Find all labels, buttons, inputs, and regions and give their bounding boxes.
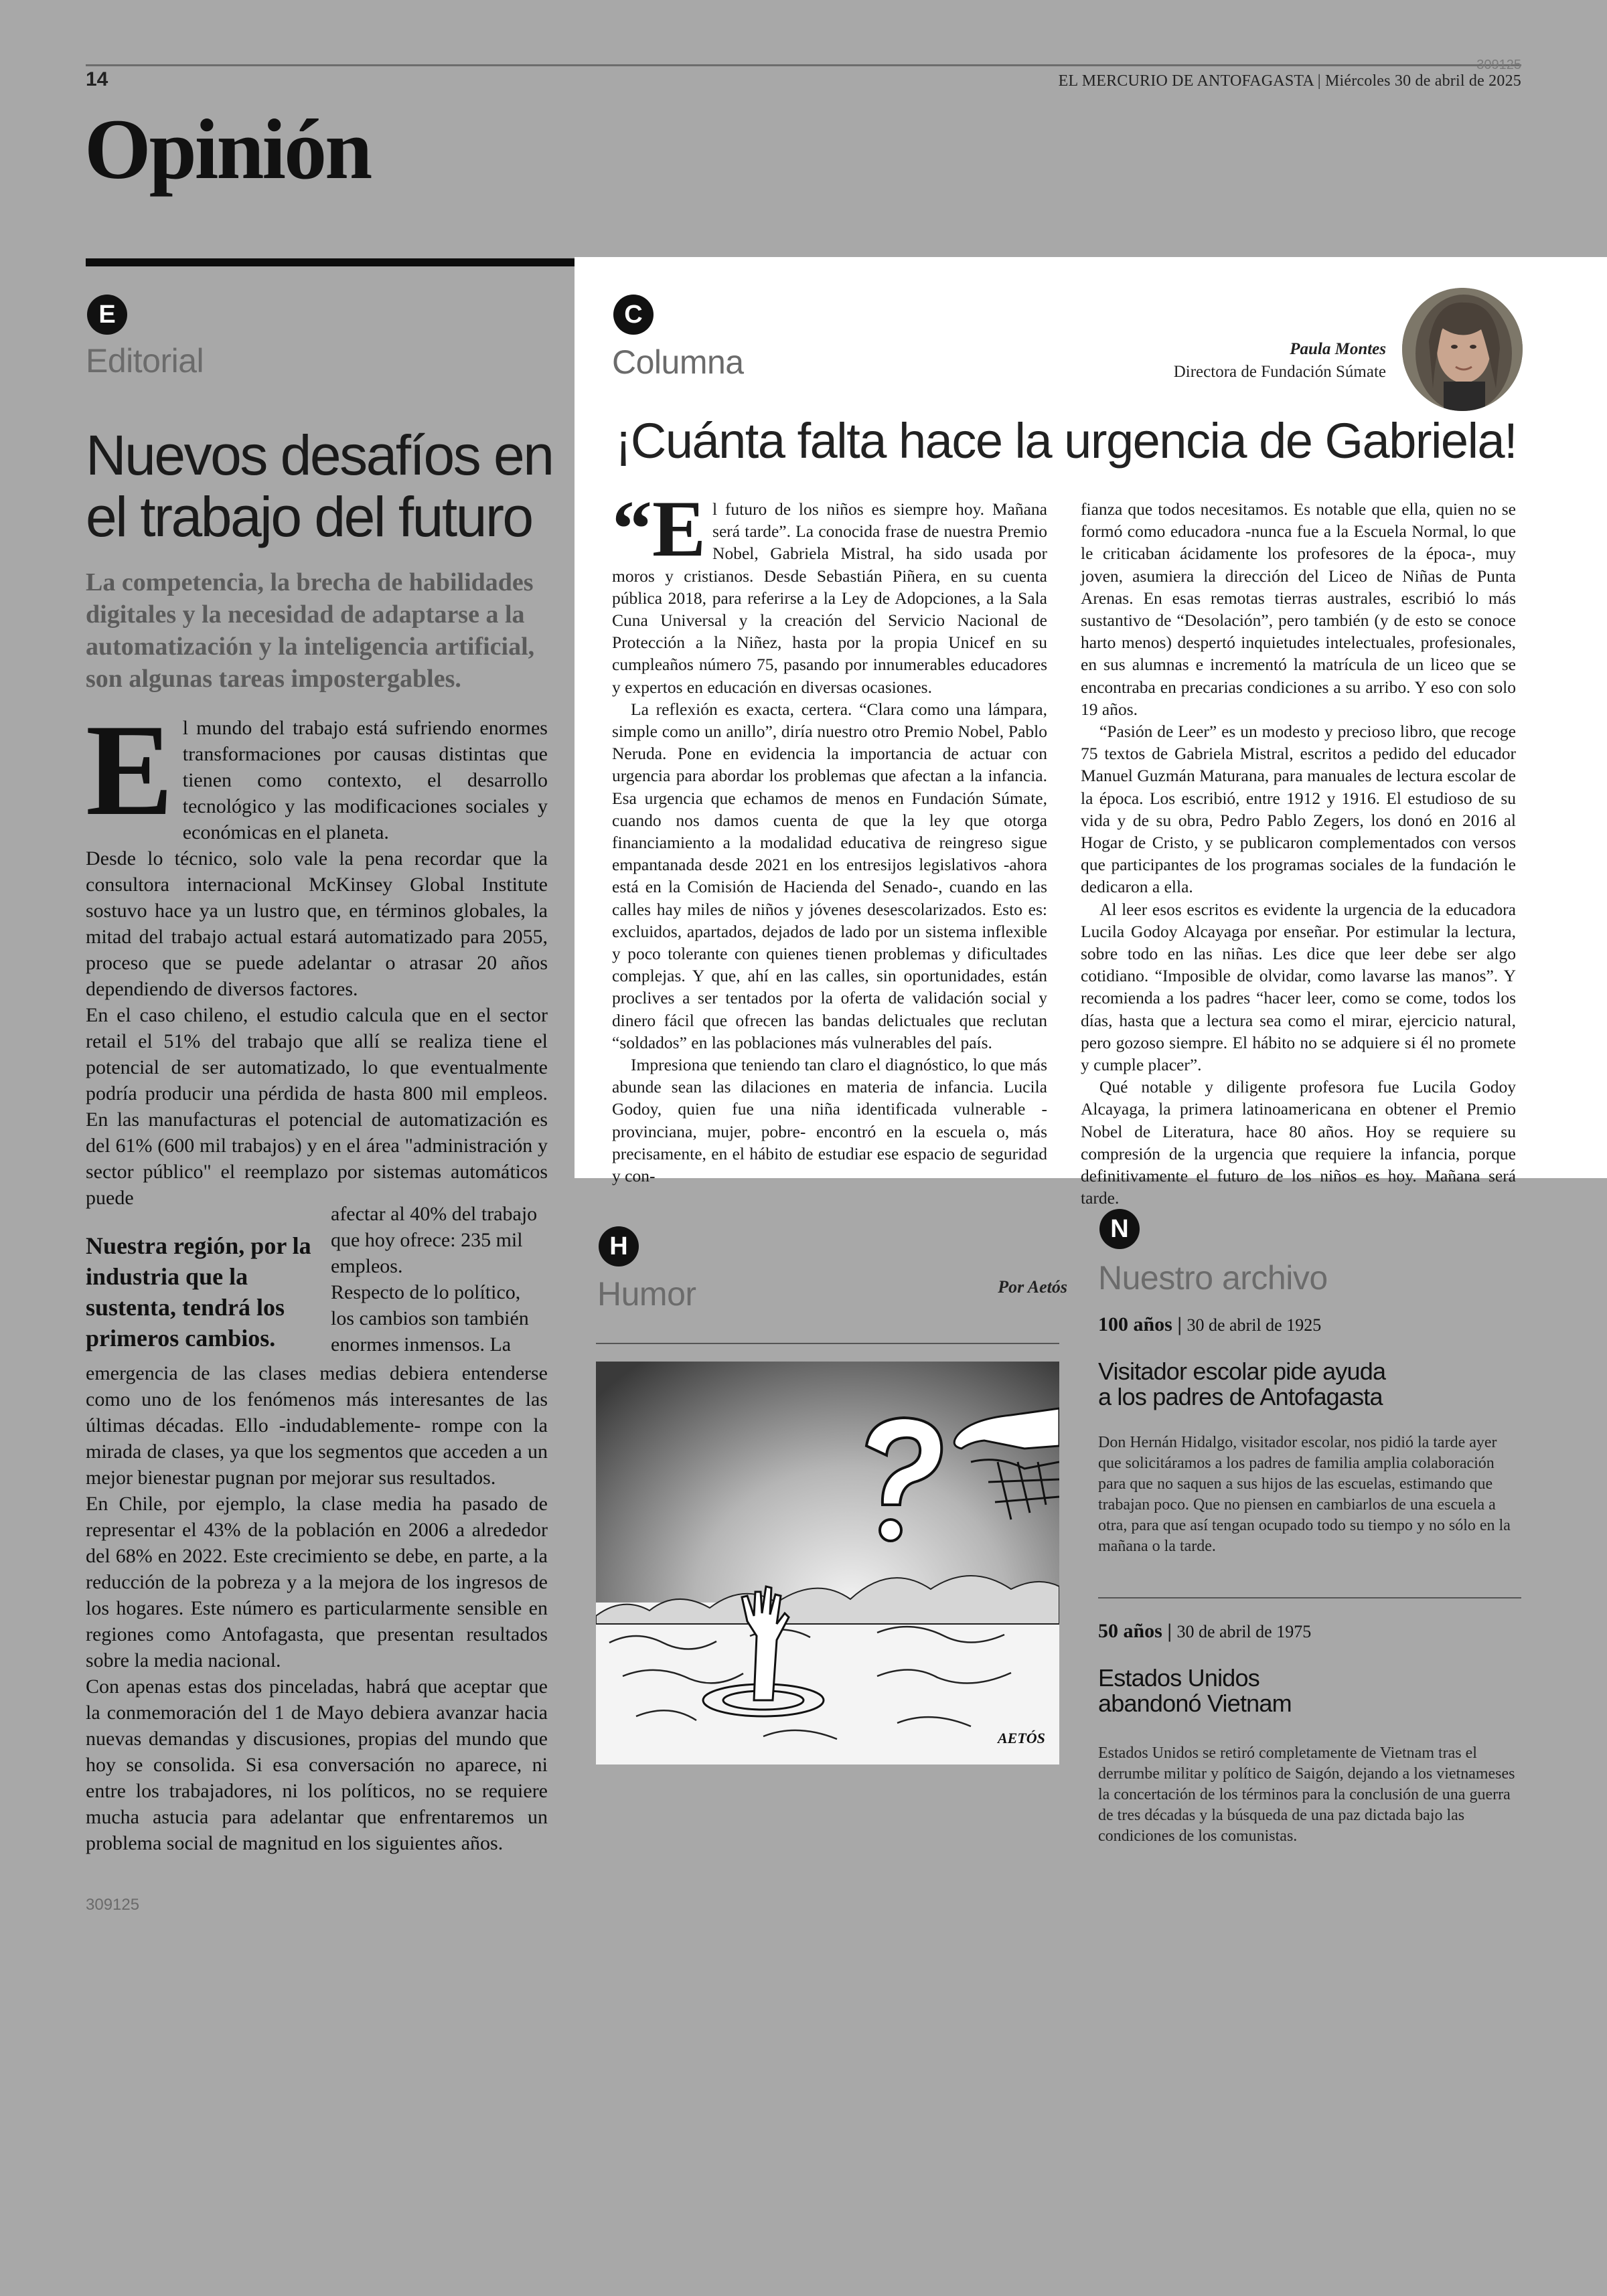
item-1-years: 100 años — [1098, 1313, 1172, 1335]
column-paragraph: “Pasión de Leer” es un modesto y precioso libro, que recoge 75 textos de Gabriela Mistral, escritos a pedido del educador Manuel Guzmán Maturana, para manuales de lectura escolar de la época. Los escribió, entre 1912 y 1916. El estudioso de su vida y de su obra, Pedro Pablo Zegers, los donó en 2016 al Hogar de Cristo, y se publicaron complementados con versos que participantes de los programas sociales de la fundación le dedicaron a ella. — [1081, 722, 1516, 897]
editorial-paragraph: emergencia de las clases medias debiera entenderse como uno de los fenómenos más interesantes de las últimas décadas. Ello -indudablemente- rompe con la mirada de clases, ya que los segmentos que acceden a un mejor bienestar pugnan por mejorar sus resultados. — [86, 1362, 548, 1489]
editorial-marker: E — [87, 295, 127, 335]
column-text-right — [1081, 498, 1516, 1210]
drop-cap: E — [86, 698, 173, 843]
humor-kicker: Humor — [597, 1275, 696, 1313]
headline-line-1: Nuevos desafíos en — [86, 424, 553, 487]
newspaper-name: EL MERCURIO DE ANTOFAGASTA — [1058, 72, 1314, 90]
editorial-lead: La competencia, la brecha de habilidades digitales y la necesidad de adaptarse a la automatización y la inteligencia artificial, son algunas tareas impostergables. — [86, 568, 535, 693]
author-name: Paula Montes — [1290, 340, 1386, 358]
header-rule — [86, 64, 1521, 66]
column-kicker: Columna — [612, 343, 744, 381]
column-text-left — [612, 484, 1047, 1187]
item-2-date: 30 de abril de 1975 — [1176, 1622, 1312, 1641]
item-1-headline-line-2: a los padres de Antofagasta — [1098, 1383, 1383, 1410]
section-title: Opinión — [84, 102, 371, 197]
column-paragraph: Qué notable y diligente profesora fue Lucila Godoy Alcayaga, la primera latinoamericana en obtener el Premio Nobel de Literatura, hace 80 años. Hoy se requiere su compresión de la urgencia que requiere la infancia, porque definitivamente el futuro de los niños es hoy. Mañana será tarde. — [1081, 1077, 1516, 1208]
column-headline: ¡Cuánta falta hace la urgencia de Gabriela! — [615, 413, 1517, 469]
pull-quote: Nuestra región, por la industria que la sustenta, tendrá los primeros cambios. — [86, 1232, 311, 1351]
item-2-years: 50 años — [1098, 1620, 1162, 1642]
cartoon — [596, 1362, 1059, 1765]
column-paragraph: Impresiona que teniendo tan claro el diagnóstico, lo que más abunde sean las dilaciones en materia de infancia. Lucila Godoy, quien fue una niña identificada vulnerable -provinciana, mujer, pobre- encontró en la escuela o, más precisamente, en el hábito de estudiar ese espacio de seguridad y con- — [612, 1055, 1047, 1186]
humor-rule — [596, 1343, 1059, 1344]
editorial-paragraph: l mundo del trabajo está sufriendo enormes transformaciones por causas distintas que tienen como contexto, el desarrollo tecnológico y las modificaciones sociales y económicas en el planeta. — [182, 717, 548, 843]
page-code-bottom: 309125 — [86, 1896, 140, 1914]
editorial-headline — [86, 424, 554, 548]
archivo-kicker: Nuestro archivo — [1098, 1259, 1328, 1297]
author-avatar — [1402, 288, 1523, 411]
issue-date: Miércoles 30 de abril de 2025 — [1324, 72, 1521, 90]
masthead: EL MERCURIO DE ANTOFAGASTA | Miércoles 30 de abril de 2025 — [1058, 72, 1521, 90]
archivo-item-2-headline — [1098, 1665, 1292, 1716]
page-code: 309125 — [1476, 58, 1521, 72]
page-number: 14 — [86, 68, 108, 90]
editorial-paragraph: Con apenas estas dos pinceladas, habrá que aceptar que la conmemoración del 1 de Mayo debiera avanzar hacia nuevas demandas y discusiones, propias del mundo que hoy se consolida. Si esa conversación no aparece, ni entre los trabajadores, ni los políticos, no se requiere mucha astucia para adelantar que enfrentaremos un problema social de magnitud en los siguientes años. — [86, 1675, 548, 1854]
humor-marker: H — [599, 1226, 639, 1266]
cartoon-signature: AETÓS — [998, 1730, 1045, 1746]
humor-byline: Por Aetós — [998, 1277, 1067, 1297]
editorial-kicker: Editorial — [86, 342, 204, 380]
column-paragraph: Al leer esos escritos es evidente la urgencia de la educadora Lucila Godoy Alcayaga por enseñar. Por estimular la lectura, sobre todo en las niñas. Les dice que leer debe ser algo cotidiano. “Imposible de olvidar, como lavarse las manos”. Y recomienda a los padres “hacer leer, como se come, todos los días, hasta que a lectura sea como el mirar, ejercicio natural, pero gozoso siempre. El hábito no se adquiere si él no promete y cumple placer”. — [1081, 899, 1516, 1075]
editorial-body-continued — [86, 1360, 548, 1856]
column-paragraph: l futuro de los niños es siempre hoy. Mañana será tarde”. La conocida frase de nuestra Premio Nobel, Gabriela Mistral, ha sido usada por moros y cristianos. Desde Sebastián Piñera, en su cuenta pública 2018, para referirse a la Ley de Adopciones, a la Sala Cuna Universal y la creación del Servicio Nacional de Protección a la Niñez, hasta por la propia Unicef en su cumpleaños número 75, pasando por innumerables educadores y expertos en educación en diversas ocasiones. — [612, 499, 1047, 697]
archivo-marker: N — [1099, 1209, 1140, 1249]
author-role: Directora de Fundación Súmate — [1173, 363, 1386, 381]
editorial-paragraph: afectar al 40% del trabajo que hoy ofrece: 235 mil empleos. — [331, 1203, 538, 1277]
column-paragraph: La reflexión es exacta, certera. “Clara como una lámpara, simple como un anillo”, diría nuestro otro Premio Nobel, Pablo Neruda. Pone en evidencia la importancia de actuar con urgencia para abordar los problemas que afectan a la infancia. Esa urgencia que echamos de menos en Fundación Súmate, cuando nos damos cuenta de que la ley que otorga financiamiento a la modalidad educativa de reingreso sigue empantanada desde 2021 en los entresijos legislativos -ahora está en la Comisión de Hacienda del Senado-, cuando en las calles hay miles de niños y jóvenes desescolarizados. Esto es: excluidos, apartados, dejados de lado por un sistema inflexible y poco tolerante con quienes tienen problemas y dificultades complejas. Y que, ahí en las calles, sin oportunidades, están proclives a ser tentados por la oferta de validación social y dinero fácil que ofrecen las bandas delictuales que reclutan “soldados” en las poblaciones más vulnerables del país. — [612, 699, 1047, 1052]
headline-line-2: el trabajo del futuro — [86, 485, 532, 548]
open-quote-cap: “E — [612, 484, 706, 573]
item-2-headline-line-1: Estados Unidos — [1098, 1664, 1259, 1692]
column-marker: C — [613, 295, 654, 335]
item-2-headline-line-2: abandonó Vietnam — [1098, 1690, 1292, 1717]
archivo-item-2-body: Estados Unidos se retiró completamente de Vietnam tras el derrumbe militar y político de Saigón, dejando a los vietnameses la concertación de los términos para la conclusión de una guerra de tres décadas y la búsqueda de una paz dictada bajo las condiciones de los comunistas. — [1098, 1744, 1515, 1845]
editorial-paragraph: Desde lo técnico, solo vale la pena recordar que la consultora internacional McKinsey Global Institute sostuvo hace ya un lustro que, en términos globales, la mitad del trabajo actual estará automatizado para 2055, proceso que se puede adelantar o atrasar 20 años dependiendo de diversos factores. — [86, 847, 548, 1000]
archivo-item-1-label: 100 años | 30 de abril de 1925 — [1098, 1313, 1322, 1335]
item-1-headline-line-1: Visitador escolar pide ayuda — [1098, 1358, 1386, 1385]
archivo-item-1-body: Don Hernán Hidalgo, visitador escolar, nos pidió la tarde ayer que solicitáramos a los padres de familia amplia colaboración para que no saquen a sus hijos de las escuelas, estimando que trabajan poco. Que no piensen en cambiarlos de una escuela a otra, para que así tengan ocupado todo su tiempo y no sólo en la mañana o la tarde. — [1098, 1434, 1511, 1555]
editorial-side-text — [331, 1201, 548, 1358]
archivo-item-2-label: 50 años | 30 de abril de 1975 — [1098, 1620, 1312, 1642]
archivo-item-1-headline — [1098, 1359, 1385, 1410]
editorial-paragraph: Respecto de lo político, los cambios son también enormes inmensos. La — [331, 1281, 529, 1356]
archivo-rule — [1098, 1597, 1521, 1598]
editorial-paragraph: En Chile, por ejemplo, la clase media ha pasado de representar el 43% de la población en 2006 a alrededor del 68% en 2022. Este crecimiento se debe, en parte, a la reducción de la pobreza y a la mejora de los ingresos de los hogares. Este número es particularmente sensible en regiones como Antofagasta, que presentan resultados sobre la media nacional. — [86, 1493, 548, 1671]
editorial-paragraph: En el caso chileno, el estudio calcula que en el sector retail el 51% del trabajo que allí se realiza tiene el potencial de ser automatizado, lo que eventualmente podría producir una pérdida de hasta 800 mil empleos. En las manufacturas el potencial de automatización es del 61% (600 mil trabajos) y en el área "administración y sector público" el reemplazo por sistemas automáticos puede — [86, 1004, 548, 1209]
item-1-date: 30 de abril de 1925 — [1187, 1315, 1322, 1335]
editorial-body — [86, 698, 548, 1211]
column-paragraph: fianza que todos necesitamos. Es notable que ella, quien no se formó como educadora -nunca fue a la Escuela Normal, lo que le criticaban ácidamente los profesores de la época-, muy joven, asumiera la dirección del Liceo de Niñas de Punta Arenas. En esas remotas tierras australes, escribió lo más sustantivo de “Desolación”, pero también (y de esto se conoce harto menos) despertó inquietudes intelectuales, profesionales, en sus alumnas e incrementó la matrícula de un liceo que se encontraba en precarias condiciones a su arribo. Y eso con solo 19 años. — [1081, 499, 1516, 719]
